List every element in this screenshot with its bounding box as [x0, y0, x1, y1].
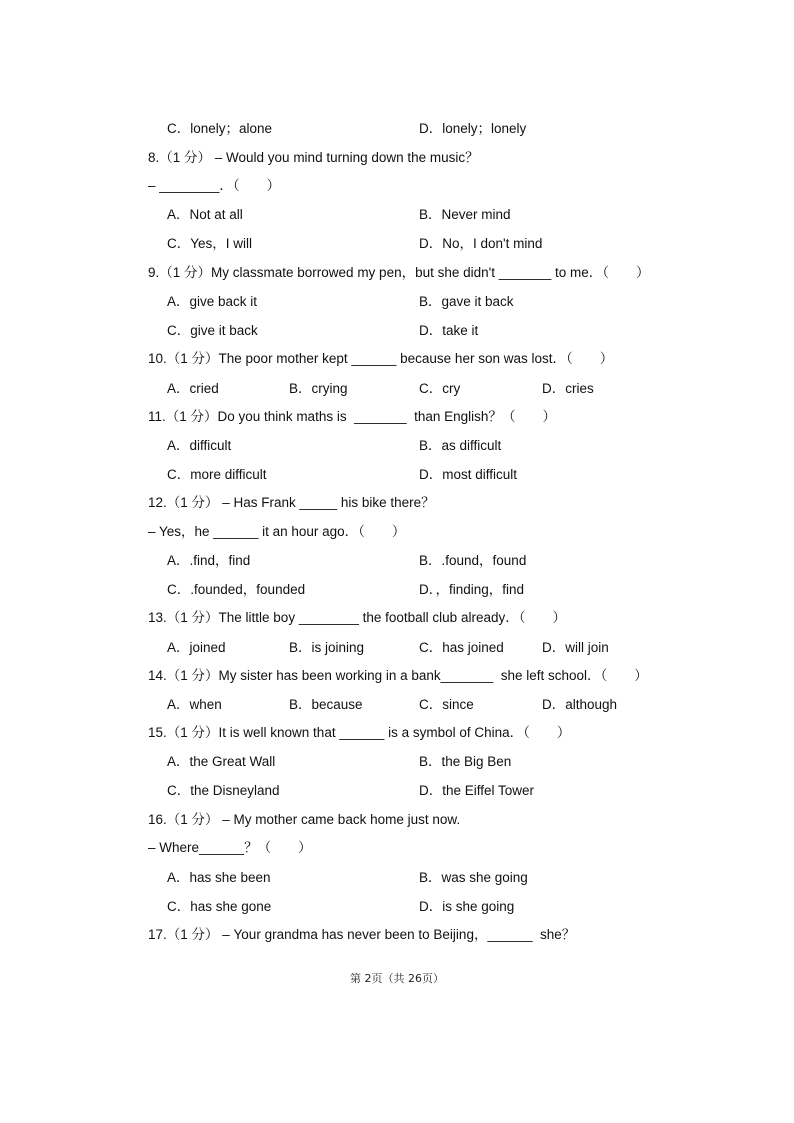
q9-option-d: D．take it	[419, 323, 479, 338]
q9-option-a: A．give back it	[167, 294, 258, 309]
q8-option-c: C．Yes，I will	[167, 236, 253, 251]
q15-option-c: C．the Disneyland	[167, 783, 280, 798]
page-footer: 第 2页（共 26页）	[350, 972, 444, 985]
q11-option-d: D．most difficult	[419, 467, 518, 482]
q13-option-b: B．is joining	[289, 640, 365, 655]
q14-option-c: C．since	[419, 697, 474, 712]
q13-stem: 13.（1 分）The little boy ________ the football club already．（ ）	[148, 610, 566, 625]
q12-option-b: B．.found，found	[419, 553, 527, 568]
q13-option-c: C．has joined	[419, 640, 504, 655]
q15-option-d: D．the Eiffel Tower	[419, 783, 535, 798]
q10-stem: 10.（1 分）The poor mother kept ______ because her son was lost．（ ）	[148, 351, 614, 366]
q7-option-d: D．lonely；lonely	[419, 121, 527, 136]
q15-stem: 15.（1 分）It is well known that ______ is a symbol of China．（ ）	[148, 725, 571, 740]
q11-option-b: B．as difficult	[419, 438, 502, 453]
q14-option-b: B．because	[289, 697, 363, 712]
q16-option-c: C．has she gone	[167, 899, 272, 914]
q12-option-d: D．，finding，find	[419, 582, 525, 597]
q8-stem-reply: – ________．（ ）	[148, 178, 281, 193]
q14-option-d: D．although	[542, 697, 618, 712]
q10-option-b: B．crying	[289, 381, 348, 396]
q16-option-a: A．has she been	[167, 870, 271, 885]
q8-option-d: D．No，I don't mind	[419, 236, 543, 251]
q13-option-a: A．joined	[167, 640, 226, 655]
q9-option-c: C．give it back	[167, 323, 258, 338]
q10-option-a: A．cried	[167, 381, 219, 396]
q9-stem: 9.（1 分）My classmate borrowed my pen，but she didn't _______ to me．（ ）	[148, 265, 650, 280]
q11-stem: 11.（1 分）Do you think maths is _______ than English？（ ）	[148, 409, 556, 424]
q10-option-d: D．cries	[542, 381, 594, 396]
q16-option-d: D．is she going	[419, 899, 515, 914]
q14-stem: 14.（1 分）My sister has been working in a bank_______ she left school．（ ）	[148, 668, 648, 683]
q9-option-b: B．gave it back	[419, 294, 514, 309]
q11-option-c: C．more difficult	[167, 467, 267, 482]
q15-option-b: B．the Big Ben	[419, 754, 512, 769]
q17-stem: 17.（1 分） – Your grandma has never been to Beijing，______ she？	[148, 927, 576, 942]
q8-stem: 8.（1 分） – Would you mind turning down the music？	[148, 150, 479, 165]
q14-option-a: A．when	[167, 697, 222, 712]
q16-stem: 16.（1 分） – My mother came back home just now.	[148, 812, 461, 827]
q11-option-a: A．difficult	[167, 438, 232, 453]
q12-stem: 12.（1 分） – Has Frank _____ his bike there？	[148, 495, 435, 510]
q12-option-c: C．.founded，founded	[167, 582, 306, 597]
q16-option-b: B．was she going	[419, 870, 528, 885]
q15-option-a: A．the Great Wall	[167, 754, 276, 769]
q7-option-c: C．lonely；alone	[167, 121, 273, 136]
q8-option-b: B．Never mind	[419, 207, 511, 222]
q12-option-a: A．.find，find	[167, 553, 251, 568]
q16-stem-reply: – Where______？（ ）	[148, 840, 312, 855]
q10-option-c: C．cry	[419, 381, 461, 396]
q12-stem-reply: – Yes，he ______ it an hour ago．（ ）	[148, 524, 406, 539]
q8-option-a: A．Not at all	[167, 207, 243, 222]
q13-option-d: D．will join	[542, 640, 609, 655]
